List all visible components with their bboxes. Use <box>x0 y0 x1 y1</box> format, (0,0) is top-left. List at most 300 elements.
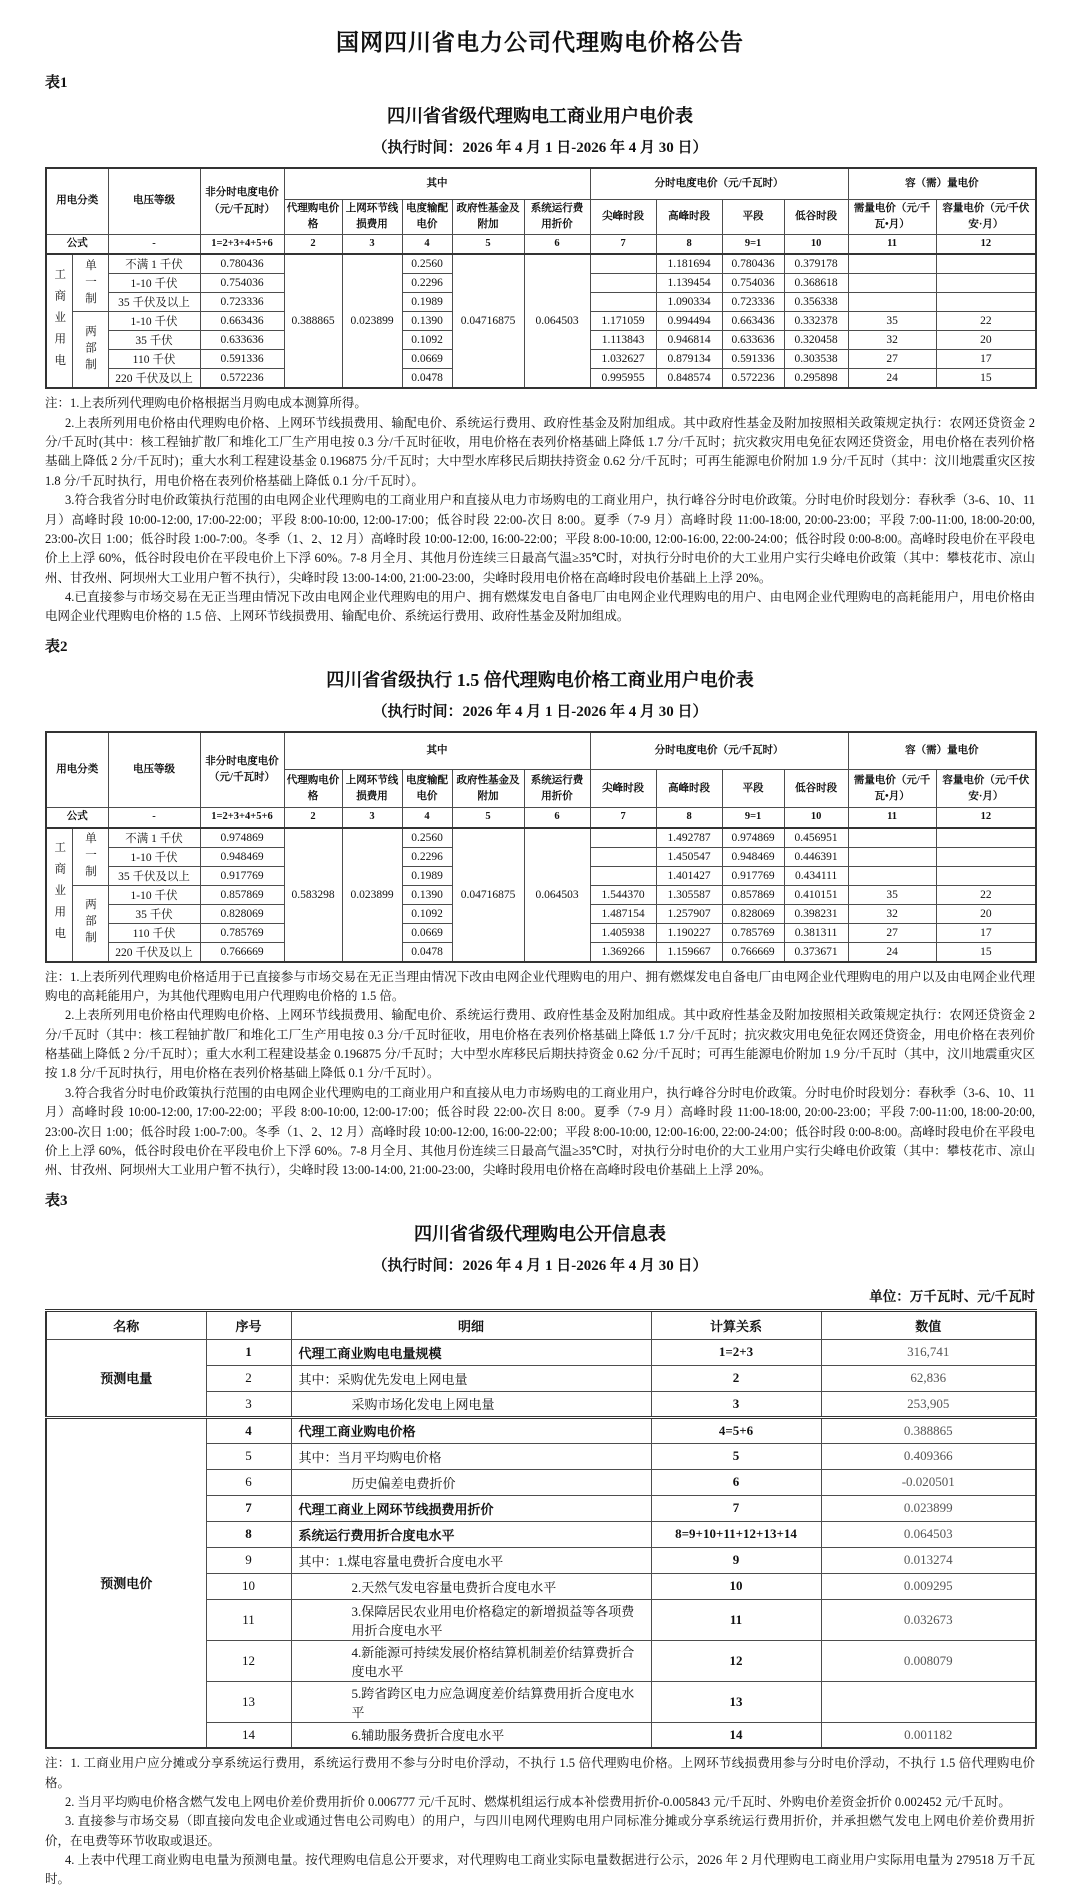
line-loss-cell: 0.023899 <box>342 828 402 962</box>
pricing-system-cell: 两部制 <box>72 312 108 389</box>
peak-cell: 1.257907 <box>656 904 722 923</box>
transmission-cell: 0.2296 <box>402 274 452 293</box>
capacity-price-cell: 22 <box>936 885 1036 904</box>
value-cell: 0.001182 <box>821 1722 1036 1748</box>
demand-price-cell: 35 <box>848 312 936 331</box>
demand-price-cell <box>848 847 936 866</box>
value-cell: 316,741 <box>821 1339 1036 1365</box>
value-cell: 0.409366 <box>821 1443 1036 1469</box>
header-gov-fund: 政府性基金及附加 <box>452 199 524 235</box>
formula-cell: 4 <box>402 235 452 255</box>
demand-price-cell: 32 <box>848 331 936 350</box>
group-name-cell: 预测电量 <box>46 1339 206 1417</box>
note: 注：1. 工商业用户应分摊或分享系统运行费用，系统运行费用不参与分时电价浮动，不执行 1.5 倍代理购电价格。上网环节线损费用参与分时电价浮动，不执行 1.5 倍代理购电价格。 <box>45 1756 1035 1790</box>
seq-cell: 1 <box>206 1339 291 1365</box>
detail-cell: 3.保障居民农业用电价格稳定的新增损益等各项费用折合度电水平 <box>291 1599 651 1640</box>
header-detail: 明细 <box>291 1310 651 1339</box>
header-capacity-group: 容（需）量电价 <box>848 168 1036 199</box>
header-seq: 序号 <box>206 1310 291 1339</box>
header-line-loss: 上网环节线损费用 <box>342 770 402 808</box>
valley-cell: 0.410151 <box>784 885 848 904</box>
sharp-peak-cell <box>590 254 656 274</box>
calc-relation-cell: 12 <box>651 1640 821 1681</box>
formula-cell: 8 <box>656 808 722 828</box>
formula-cell: 2 <box>284 808 342 828</box>
formula-row <box>46 808 1036 828</box>
demand-price-cell: 24 <box>848 369 936 389</box>
note: 2.上表所列用电价格由代理购电价格、上网环节线损费用、输配电价、系统运行费用、政府性基金及附加组成。其中政府性基金及附加按照相关政策规定执行：农网还贷资金 2 分/千瓦时(其中：核工程铀扩散厂和堆化工厂生产用电按 0.3 分/千瓦时征收，用电价格在表列价格基础上降低 1.7 分/千瓦时；抗灾救灾用电免征农网还贷资金，用电价格在表列价格基础上降低 2 分/千瓦时)；重大水利工程建设基金 0.196875 分/千瓦时；大中型水库移民后期扶持资金 0.62 分/千瓦时；可再生能源电价附加 1.9 分/千瓦时（其中：汶川地震重灾区按 1.8 分/千瓦时执行，用电价格在表列价格基础上降低 0.1 分/千瓦时）。 <box>45 415 1035 488</box>
demand-price-cell <box>848 254 936 274</box>
header-system-cost: 系统运行费用折价 <box>524 770 590 808</box>
valley-cell: 0.356338 <box>784 293 848 312</box>
calc-relation-cell: 9 <box>651 1547 821 1573</box>
transmission-cell: 0.2560 <box>402 828 452 848</box>
header-agent-price: 代理购电价格 <box>284 199 342 235</box>
transmission-cell: 0.1390 <box>402 312 452 331</box>
gov-fund-cell: 0.04716875 <box>452 828 524 962</box>
table1-label: 表1 <box>45 75 68 91</box>
table3-period: （执行时间：2026 年 4 月 1 日-2026 年 4 月 30 日） <box>372 1257 708 1274</box>
flat-rate-cell: 0.948469 <box>200 847 284 866</box>
note: 注：1.上表所列代理购电价格适用于已直接参与市场交易在无正当理由情况下改由电网企业代理购电的用户、拥有燃煤发电自备电厂由电网企业代理购电的用户以及由电网企业代理购电的高耗能用户，为其他代理购电用户代理购电价格的 1.5 倍。 <box>45 969 1035 1003</box>
sharp-peak-cell <box>590 293 656 312</box>
value-cell: 0.009295 <box>821 1573 1036 1599</box>
voltage-cell: 不满 1 千伏 <box>108 254 200 274</box>
header-transmission: 电度输配电价 <box>402 770 452 808</box>
seq-cell: 3 <box>206 1391 291 1417</box>
value-cell: 62,836 <box>821 1365 1036 1391</box>
voltage-cell: 110 千伏 <box>108 923 200 942</box>
capacity-price-cell: 17 <box>936 923 1036 942</box>
table1-notes <box>45 394 1035 627</box>
voltage-cell: 1-10 千伏 <box>108 847 200 866</box>
detail-cell: 历史偏差电费折价 <box>291 1469 651 1495</box>
system-cost-cell: 0.064503 <box>524 828 590 962</box>
demand-price-cell: 32 <box>848 904 936 923</box>
agent-price-cell: 0.388865 <box>284 254 342 388</box>
sharp-peak-cell: 0.995955 <box>590 369 656 389</box>
formula-cell: 8 <box>656 235 722 255</box>
formula-cell: - <box>108 235 200 255</box>
seq-cell: 6 <box>206 1469 291 1495</box>
valley-cell: 0.332378 <box>784 312 848 331</box>
demand-price-cell <box>848 293 936 312</box>
seq-cell: 11 <box>206 1599 291 1640</box>
header-category: 用电分类 <box>46 168 108 235</box>
detail-cell: 其中：采购优先发电上网电量 <box>291 1365 651 1391</box>
header-tou-group: 分时电度电价（元/千瓦时） <box>590 168 848 199</box>
calc-relation-cell: 7 <box>651 1495 821 1521</box>
calc-relation-cell: 14 <box>651 1722 821 1748</box>
value-cell: 0.023899 <box>821 1495 1036 1521</box>
formula-cell: 5 <box>452 808 524 828</box>
flat-segment-cell: 0.974869 <box>722 828 784 848</box>
header-capacity-group: 容（需）量电价 <box>848 732 1036 770</box>
capacity-price-cell: 15 <box>936 942 1036 962</box>
announcement-page <box>45 24 1035 1890</box>
capacity-price-cell: 20 <box>936 331 1036 350</box>
header-flat-segment: 平段 <box>722 770 784 808</box>
table3-label: 表3 <box>45 1192 68 1209</box>
formula-cell: 10 <box>784 235 848 255</box>
table2-header <box>46 732 1036 828</box>
agent-price-cell: 0.583298 <box>284 828 342 962</box>
header-voltage: 电压等级 <box>108 732 200 808</box>
demand-price-cell <box>848 828 936 848</box>
valley-cell: 0.373671 <box>784 942 848 962</box>
info-row <box>46 1339 1036 1365</box>
capacity-price-cell <box>936 293 1036 312</box>
peak-cell: 1.450547 <box>656 847 722 866</box>
flat-rate-cell: 0.974869 <box>200 828 284 848</box>
flat-segment-cell: 0.663436 <box>722 312 784 331</box>
transmission-cell: 0.0478 <box>402 942 452 962</box>
group-name-cell: 预测电价 <box>46 1417 206 1748</box>
capacity-price-cell: 22 <box>936 312 1036 331</box>
formula-cell: 3 <box>342 235 402 255</box>
table2-label: 表2 <box>45 638 68 655</box>
formula-cell: 2 <box>284 235 342 255</box>
peak-cell: 1.492787 <box>656 828 722 848</box>
note: 4.已直接参与市场交易在无正当理由情况下改由电网企业代理购电的用户、拥有燃煤发电自备电厂由电网企业代理购电的用户、由电网企业代理购电的高耗能用户，用电价格由电网企业代理购电价格的 1.5 倍、上网环节线损费用、输配电价、系统运行费用、政府性基金及附加组成。 <box>45 590 1035 624</box>
value-cell: 0.008079 <box>821 1640 1036 1681</box>
calc-relation-cell: 1=2+3 <box>651 1339 821 1365</box>
formula-cell: 3 <box>342 808 402 828</box>
voltage-cell: 220 千伏及以上 <box>108 369 200 389</box>
flat-rate-cell: 0.754036 <box>200 274 284 293</box>
sharp-peak-cell: 1.032627 <box>590 350 656 369</box>
formula-cell: 10 <box>784 808 848 828</box>
header-line-loss: 上网环节线损费用 <box>342 199 402 235</box>
voltage-cell: 220 千伏及以上 <box>108 942 200 962</box>
table1-header <box>46 168 1036 254</box>
category-cell: 工商业用电 <box>46 828 72 962</box>
header-flat-rate: 非分时电度电价（元/千瓦时） <box>200 168 284 235</box>
demand-price-cell: 35 <box>848 885 936 904</box>
transmission-cell: 0.2296 <box>402 847 452 866</box>
flat-rate-cell: 0.766669 <box>200 942 284 962</box>
valley-cell: 0.303538 <box>784 350 848 369</box>
note: 2.上表所列用电价格由代理购电价格、上网环节线损费用、输配电价、系统运行费用、政府性基金及附加组成。其中政府性基金及附加按照相关政策规定执行：农网还贷资金 2 分/千瓦时（其中：核工程铀扩散厂和堆化工厂生产用电按 0.3 分/千瓦时征收，用电价格在表列价格基础上降低 1.7 分/千瓦时；抗灾救灾用电免征农网还贷资金，用电价格在表列价格基础上降低 2 分/千瓦时）；重大水利工程建设基金 0.196875 分/千瓦时；大中型水库移民后期扶持资金 0.62 分/千瓦时；可再生能源电价附加 1.9 分/千瓦时（其中，汶川地震重灾区按 1.8 分/千瓦时执行，用电价格在表列价格基础上降低 0.1 分/千瓦时）。 <box>45 1008 1035 1081</box>
formula-cell: 公式 <box>46 235 108 255</box>
calc-relation-cell: 5 <box>651 1443 821 1469</box>
capacity-price-cell <box>936 254 1036 274</box>
detail-cell: 5.跨省跨区电力应急调度差价结算费用折合度电水平 <box>291 1681 651 1722</box>
flat-segment-cell: 0.572236 <box>722 369 784 389</box>
gov-fund-cell: 0.04716875 <box>452 254 524 388</box>
demand-price-cell: 27 <box>848 350 936 369</box>
detail-cell: 代理工商业购电电量规模 <box>291 1339 651 1365</box>
header-voltage: 电压等级 <box>108 168 200 235</box>
header-transmission: 电度输配电价 <box>402 199 452 235</box>
flat-segment-cell: 0.766669 <box>722 942 784 962</box>
peak-cell: 1.305587 <box>656 885 722 904</box>
calc-relation-cell: 10 <box>651 1573 821 1599</box>
note: 3.符合我省分时电价政策执行范围的由电网企业代理购电的工商业用户和直接从电力市场购电的工商业用户，执行峰谷分时电价政策。分时电价时段划分：春秋季（3-6、10、11 月）高峰时段 10:00-12:00, 17:00-22:00；平段 8:00-10:00, 12:00-17:00；低谷时段 22:00-次日 8:00。夏季（7-9 月）高峰时段 11:00-18:00, 20:00-23:00；平段 7:00-11:00, 18:00-20:00, 23:00-次日 1:00；低谷时段 1:00-7:00。冬季（1、2、12 月）高峰时段 10:00-12:00, 16:00-22:00；平段 8:00-10:00, 12:00-16:00, 22:00-24:00；低谷时段 0:00-8:00。高峰时段电价在平段电价上上浮 60%，低谷时段电价在平段电价上下浮 60%。7-8 月全月、其他月份连续三日最高气温≥35℃时，对执行分时电价的大工业用户实行尖峰电价政策（其中：攀枝花市、凉山州、甘孜州、阿坝州大工业用户暂不执行），尖峰时段 13:00-14:00, 21:00-23:00，尖峰时段用电价格在高峰时段电价基础上上浮 20%。 <box>45 493 1035 585</box>
transmission-cell: 0.1092 <box>402 904 452 923</box>
demand-price-cell: 24 <box>848 942 936 962</box>
transmission-cell: 0.0478 <box>402 369 452 389</box>
voltage-cell: 35 千伏及以上 <box>108 293 200 312</box>
price-row <box>46 828 1036 848</box>
category-cell: 工商业用电 <box>46 254 72 388</box>
detail-cell: 2.天然气发电容量电费折合度电水平 <box>291 1573 651 1599</box>
table1-title: 四川省省级代理购电工商业用户电价表 <box>387 106 693 126</box>
flat-segment-cell: 0.857869 <box>722 885 784 904</box>
formula-cell: 5 <box>452 235 524 255</box>
value-cell: 0.388865 <box>821 1417 1036 1443</box>
voltage-cell: 35 千伏及以上 <box>108 866 200 885</box>
header-demand-price: 需量电价（元/千瓦•月） <box>848 770 936 808</box>
seq-cell: 5 <box>206 1443 291 1469</box>
flat-rate-cell: 0.857869 <box>200 885 284 904</box>
table3-notes <box>45 1754 1035 1890</box>
sharp-peak-cell <box>590 274 656 293</box>
voltage-cell: 110 千伏 <box>108 350 200 369</box>
calc-relation-cell: 3 <box>651 1391 821 1417</box>
flat-rate-cell: 0.663436 <box>200 312 284 331</box>
peak-cell: 1.159667 <box>656 942 722 962</box>
header-sharp-peak: 尖峰时段 <box>590 199 656 235</box>
peak-cell: 1.190227 <box>656 923 722 942</box>
header-category: 用电分类 <box>46 732 108 808</box>
flat-segment-cell: 0.948469 <box>722 847 784 866</box>
seq-cell: 10 <box>206 1573 291 1599</box>
sharp-peak-cell <box>590 847 656 866</box>
formula-cell: 12 <box>936 235 1036 255</box>
header-sharp-peak: 尖峰时段 <box>590 770 656 808</box>
demand-price-cell <box>848 866 936 885</box>
capacity-price-cell <box>936 866 1036 885</box>
flat-segment-cell: 0.723336 <box>722 293 784 312</box>
detail-cell: 代理工商业上网环节线损费用折价 <box>291 1495 651 1521</box>
sharp-peak-cell: 1.405938 <box>590 923 656 942</box>
formula-cell: 7 <box>590 235 656 255</box>
valley-cell: 0.368618 <box>784 274 848 293</box>
pricing-system-cell: 单一制 <box>72 254 108 312</box>
detail-cell: 4.新能源可持续发展价格结算机制差价结算费折合度电水平 <box>291 1640 651 1681</box>
capacity-price-cell <box>936 847 1036 866</box>
sharp-peak-cell: 1.171059 <box>590 312 656 331</box>
table2-notes <box>45 968 1035 1181</box>
info-row <box>46 1417 1036 1443</box>
voltage-cell: 35 千伏 <box>108 904 200 923</box>
sharp-peak-cell <box>590 866 656 885</box>
valley-cell: 0.398231 <box>784 904 848 923</box>
formula-cell: 6 <box>524 235 590 255</box>
seq-cell: 8 <box>206 1521 291 1547</box>
flat-rate-cell: 0.785769 <box>200 923 284 942</box>
page-title: 国网四川省电力公司代理购电价格公告 <box>336 30 744 55</box>
formula-cell: 11 <box>848 808 936 828</box>
detail-cell: 6.辅助服务费折合度电水平 <box>291 1722 651 1748</box>
formula-cell: 12 <box>936 808 1036 828</box>
system-cost-cell: 0.064503 <box>524 254 590 388</box>
valley-cell: 0.320458 <box>784 331 848 350</box>
calc-relation-cell: 8=9+10+11+12+13+14 <box>651 1521 821 1547</box>
value-cell: -0.020501 <box>821 1469 1036 1495</box>
formula-cell: 9=1 <box>722 808 784 828</box>
transmission-cell: 0.1390 <box>402 885 452 904</box>
peak-cell: 0.879134 <box>656 350 722 369</box>
voltage-cell: 35 千伏 <box>108 331 200 350</box>
formula-cell: - <box>108 808 200 828</box>
flat-segment-cell: 0.917769 <box>722 866 784 885</box>
value-cell: 0.064503 <box>821 1521 1036 1547</box>
detail-cell: 代理工商业购电价格 <box>291 1417 651 1443</box>
seq-cell: 2 <box>206 1365 291 1391</box>
flat-rate-cell: 0.633636 <box>200 331 284 350</box>
transmission-cell: 0.1989 <box>402 866 452 885</box>
flat-segment-cell: 0.780436 <box>722 254 784 274</box>
flat-rate-cell: 0.723336 <box>200 293 284 312</box>
transmission-cell: 0.0669 <box>402 350 452 369</box>
transmission-cell: 0.1989 <box>402 293 452 312</box>
valley-cell: 0.456951 <box>784 828 848 848</box>
line-loss-cell: 0.023899 <box>342 254 402 388</box>
detail-cell: 其中：当月平均购电价格 <box>291 1443 651 1469</box>
header-among-group: 其中 <box>284 732 590 770</box>
header-flat-segment: 平段 <box>722 199 784 235</box>
valley-cell: 0.446391 <box>784 847 848 866</box>
formula-cell: 7 <box>590 808 656 828</box>
table3-header <box>46 1310 1036 1339</box>
flat-rate-cell: 0.780436 <box>200 254 284 274</box>
pricing-system-cell: 单一制 <box>72 828 108 886</box>
peak-cell: 1.181694 <box>656 254 722 274</box>
header-gov-fund: 政府性基金及附加 <box>452 770 524 808</box>
unit-label: 单位：万千瓦时、元/千瓦时 <box>869 1288 1035 1304</box>
capacity-price-cell: 15 <box>936 369 1036 389</box>
voltage-cell: 1-10 千伏 <box>108 274 200 293</box>
header-calc-relation: 计算关系 <box>651 1310 821 1339</box>
value-cell <box>821 1681 1036 1722</box>
peak-cell: 0.946814 <box>656 331 722 350</box>
table1-period: （执行时间：2026 年 4 月 1 日-2026 年 4 月 30 日） <box>372 140 708 156</box>
table2-period: （执行时间：2026 年 4 月 1 日-2026 年 4 月 30 日） <box>372 703 708 720</box>
header-agent-price: 代理购电价格 <box>284 770 342 808</box>
detail-cell: 系统运行费用折合度电水平 <box>291 1521 651 1547</box>
header-capacity-price: 容量电价（元/千伏安·月） <box>936 770 1036 808</box>
peak-cell: 0.994494 <box>656 312 722 331</box>
sharp-peak-cell: 1.369266 <box>590 942 656 962</box>
sharp-peak-cell: 1.487154 <box>590 904 656 923</box>
capacity-price-cell: 20 <box>936 904 1036 923</box>
seq-cell: 12 <box>206 1640 291 1681</box>
detail-cell: 其中：1.煤电容量电费折合度电水平 <box>291 1547 651 1573</box>
price-row <box>46 254 1036 274</box>
note: 注：1.上表所列代理购电价格根据当月购电成本测算所得。 <box>45 396 367 411</box>
formula-cell: 11 <box>848 235 936 255</box>
demand-price-cell: 27 <box>848 923 936 942</box>
transmission-cell: 0.2560 <box>402 254 452 274</box>
formula-cell: 1=2+3+4+5+6 <box>200 808 284 828</box>
header-tou-group: 分时电度电价（元/千瓦时） <box>590 732 848 770</box>
header-system-cost: 系统运行费用折价 <box>524 199 590 235</box>
formula-cell: 1=2+3+4+5+6 <box>200 235 284 255</box>
valley-cell: 0.434111 <box>784 866 848 885</box>
demand-price-cell <box>848 274 936 293</box>
calc-relation-cell: 2 <box>651 1365 821 1391</box>
seq-cell: 7 <box>206 1495 291 1521</box>
detail-cell: 采购市场化发电上网电量 <box>291 1391 651 1417</box>
note: 4. 上表中代理工商业购电电量为预测电量。按代理购电信息公开要求，对代理购电工商业实际电量数据进行公示，2026 年 2 月代理购电工商业用户实际用电量为 279518 万千瓦时。 <box>45 1853 1035 1887</box>
seq-cell: 13 <box>206 1681 291 1722</box>
flat-rate-cell: 0.828069 <box>200 904 284 923</box>
header-among-group: 其中 <box>284 168 590 199</box>
flat-rate-cell: 0.917769 <box>200 866 284 885</box>
note: 3.符合我省分时电价政策执行范围的由电网企业代理购电的工商业用户和直接从电力市场购电的工商业用户，执行峰谷分时电价政策。分时电价时段划分：春秋季（3-6、10、11 月）高峰时段 10:00-12:00, 17:00-22:00；平段 8:00-10:00, 12:00-17:00；低谷时段 22:00-次日 8:00。夏季（7-9 月）高峰时段 11:00-18:00, 20:00-23:00；平段 7:00-11:00, 18:00-20:00, 23:00-次日 1:00；低谷时段 1:00-7:00。冬季（1、2、12 月）高峰时段 10:00-12:00, 16:00-22:00；平段 8:00-10:00, 12:00-16:00, 22:00-24:00；低谷时段 0:00-8:00。高峰时段电价在平段电价上上浮 60%，低谷时段电价在平段电价上下浮 60%。7-8 月全月、其他月份连续三日最高气温≥35℃时，对执行分时电价的大工业用户实行尖峰电价政策（其中：攀枝花市、凉山州、甘孜州、阿坝州大工业用户暂不执行），尖峰时段 13:00-14:00, 21:00-23:00，尖峰时段用电价格在高峰时段电价基础上上浮 20%。 <box>45 1085 1035 1178</box>
formula-cell: 9=1 <box>722 235 784 255</box>
value-cell: 0.032673 <box>821 1599 1036 1640</box>
formula-cell: 公式 <box>46 808 108 828</box>
value-cell: 253,905 <box>821 1391 1036 1417</box>
table2-title: 四川省省级执行 1.5 倍代理购电价格工商业用户电价表 <box>326 669 754 690</box>
flat-segment-cell: 0.754036 <box>722 274 784 293</box>
note: 2. 当月平均购电价格含燃气发电上网电价差价费用折价 0.006777 元/千瓦时、燃煤机组运行成本补偿费用折价-0.005843 元/千瓦时、外购电价差资金折价 0.002452 元/千瓦时。 <box>65 1794 1011 1809</box>
pricing-system-cell: 两部制 <box>72 885 108 962</box>
formula-cell: 6 <box>524 808 590 828</box>
valley-cell: 0.381311 <box>784 923 848 942</box>
flat-rate-cell: 0.572236 <box>200 369 284 389</box>
capacity-price-cell <box>936 828 1036 848</box>
header-demand-price: 需量电价（元/千瓦•月） <box>848 199 936 235</box>
flat-segment-cell: 0.591336 <box>722 350 784 369</box>
seq-cell: 4 <box>206 1417 291 1443</box>
header-flat-rate: 非分时电度电价（元/千瓦时） <box>200 732 284 808</box>
calc-relation-cell: 11 <box>651 1599 821 1640</box>
formula-cell: 4 <box>402 808 452 828</box>
sharp-peak-cell <box>590 828 656 848</box>
value-cell: 0.013274 <box>821 1547 1036 1573</box>
transmission-cell: 0.1092 <box>402 331 452 350</box>
table3-title: 四川省省级代理购电公开信息表 <box>414 1223 666 1244</box>
seq-cell: 9 <box>206 1547 291 1573</box>
flat-rate-cell: 0.591336 <box>200 350 284 369</box>
table3-info-table <box>45 1309 1037 1750</box>
flat-segment-cell: 0.785769 <box>722 923 784 942</box>
peak-cell: 1.401427 <box>656 866 722 885</box>
sharp-peak-cell: 1.113843 <box>590 331 656 350</box>
capacity-price-cell <box>936 274 1036 293</box>
header-name: 名称 <box>46 1310 206 1339</box>
header-value: 数值 <box>821 1310 1036 1339</box>
header-peak: 高峰时段 <box>656 199 722 235</box>
seq-cell: 14 <box>206 1722 291 1748</box>
voltage-cell: 不满 1 千伏 <box>108 828 200 848</box>
peak-cell: 0.848574 <box>656 369 722 389</box>
calc-relation-cell: 4=5+6 <box>651 1417 821 1443</box>
header-peak: 高峰时段 <box>656 770 722 808</box>
note: 3. 直接参与市场交易（即直接向发电企业或通过售电公司购电）的用户，与四川电网代理购电用户同标准分摊或分享系统运行费用折价，并承担燃气发电上网电价差价费用折价，在电费等环节收取或退还。 <box>45 1814 1035 1848</box>
transmission-cell: 0.0669 <box>402 923 452 942</box>
table1-price-table <box>45 167 1037 389</box>
header-capacity-price: 容量电价（元/千伏安·月） <box>936 199 1036 235</box>
calc-relation-cell: 13 <box>651 1681 821 1722</box>
valley-cell: 0.379178 <box>784 254 848 274</box>
peak-cell: 1.090334 <box>656 293 722 312</box>
table2-price-table <box>45 731 1037 963</box>
capacity-price-cell: 17 <box>936 350 1036 369</box>
calc-relation-cell: 6 <box>651 1469 821 1495</box>
voltage-cell: 1-10 千伏 <box>108 312 200 331</box>
voltage-cell: 1-10 千伏 <box>108 885 200 904</box>
peak-cell: 1.139454 <box>656 274 722 293</box>
flat-segment-cell: 0.828069 <box>722 904 784 923</box>
valley-cell: 0.295898 <box>784 369 848 389</box>
formula-row <box>46 235 1036 255</box>
header-valley: 低谷时段 <box>784 770 848 808</box>
